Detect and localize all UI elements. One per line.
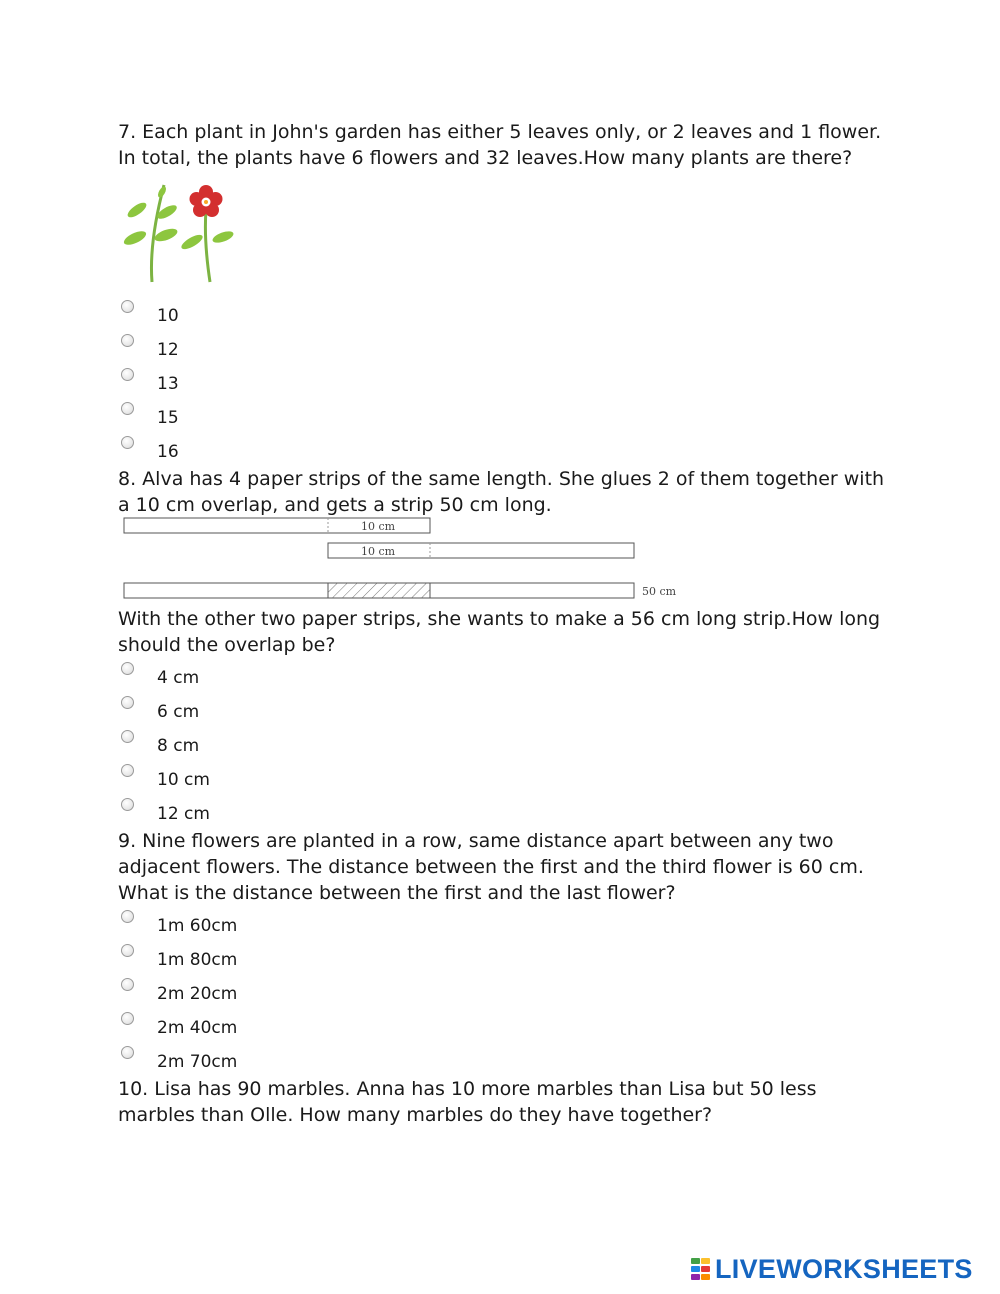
- option-q7-e: [118, 436, 518, 470]
- paper-strips-figure: [118, 515, 698, 601]
- liveworksheets-logo-icon: [690, 1257, 712, 1281]
- question-7-text: 7. Each plant in John's garden has either 5 leaves only, or 2 leaves and 1 flower. In total, the plants have 6 flowers and 32 leaves.How many plants are there?: [118, 121, 882, 169]
- leaf-icon: [153, 226, 179, 244]
- option-q9-e: [118, 1046, 518, 1080]
- question-9-text: 9. Nine flowers are planted in a row, same distance apart between any two adjacent flowers. The distance between the first and the third flower is 60 cm. What is the distance between the first and the last flower?: [118, 830, 864, 904]
- strip-2-label: 10 cm: [361, 545, 396, 558]
- option-q8-a: [118, 662, 518, 696]
- option-q7-a: [118, 300, 518, 334]
- option-label: 15: [157, 408, 179, 428]
- option-q8-c: [118, 730, 518, 764]
- option-label: 16: [157, 442, 179, 462]
- option-q9-a: [118, 910, 518, 944]
- radio-button[interactable]: [121, 978, 134, 991]
- question-9-options: [118, 910, 518, 1080]
- option-label: 4 cm: [157, 668, 200, 688]
- question-10-text: 10. Lisa has 90 marbles. Anna has 10 more marbles than Lisa but 50 less marbles than Olle. How many marbles do they have together?: [118, 1078, 817, 1126]
- plants-illustration: [120, 182, 235, 287]
- radio-button[interactable]: [121, 730, 134, 743]
- radio-button[interactable]: [121, 402, 134, 415]
- overlap-region: [328, 583, 430, 598]
- radio-button[interactable]: [121, 662, 134, 675]
- option-q8-b: [118, 696, 518, 730]
- option-label: 2m 20cm: [157, 984, 238, 1004]
- option-q7-b: [118, 334, 518, 368]
- question-8-followup: With the other two paper strips, she wants to make a 56 cm long strip.How long should the overlap be?: [118, 608, 881, 656]
- option-label: 12: [157, 340, 179, 360]
- option-label: 2m 70cm: [157, 1052, 238, 1072]
- leaf-icon: [122, 228, 148, 247]
- radio-button[interactable]: [121, 300, 134, 313]
- option-label: 10: [157, 306, 179, 326]
- brand-name: LIVEWORKSHEETS: [715, 1254, 973, 1284]
- option-q8-e: [118, 798, 518, 832]
- option-label: 1m 80cm: [157, 950, 238, 970]
- question-8-options: [118, 662, 518, 832]
- option-label: 6 cm: [157, 702, 200, 722]
- option-label: 10 cm: [157, 770, 210, 790]
- option-q9-c: [118, 978, 518, 1012]
- leaf-icon: [179, 232, 204, 252]
- strip-1-label: 10 cm: [361, 520, 396, 533]
- radio-button[interactable]: [121, 764, 134, 777]
- option-label: 1m 60cm: [157, 916, 238, 936]
- radio-button[interactable]: [121, 1046, 134, 1059]
- radio-button[interactable]: [121, 334, 134, 347]
- option-label: 13: [157, 374, 179, 394]
- option-q8-d: [118, 764, 518, 798]
- question-7-options: [118, 300, 518, 470]
- option-q7-d: [118, 402, 518, 436]
- question-8-text: 8. Alva has 4 paper strips of the same length. She glues 2 of them together with a 10 cm overlap, and gets a strip 50 cm long.: [118, 468, 885, 516]
- radio-button[interactable]: [121, 368, 134, 381]
- option-q7-c: [118, 368, 518, 402]
- total-length-label: 50 cm: [642, 585, 677, 598]
- liveworksheets-logo: [690, 1255, 973, 1283]
- radio-button[interactable]: [121, 436, 134, 449]
- radio-button[interactable]: [121, 696, 134, 709]
- radio-button[interactable]: [121, 910, 134, 923]
- option-label: 12 cm: [157, 804, 210, 824]
- radio-button[interactable]: [121, 944, 134, 957]
- radio-button[interactable]: [121, 798, 134, 811]
- radio-button[interactable]: [121, 1012, 134, 1025]
- flower-plant-stem: [205, 210, 210, 282]
- option-q9-d: [118, 1012, 518, 1046]
- option-label: 2m 40cm: [157, 1018, 238, 1038]
- option-label: 8 cm: [157, 736, 200, 756]
- red-flower-icon: [190, 185, 223, 217]
- leaf-icon: [125, 200, 148, 220]
- leaf-icon: [211, 229, 235, 245]
- option-q9-b: [118, 944, 518, 978]
